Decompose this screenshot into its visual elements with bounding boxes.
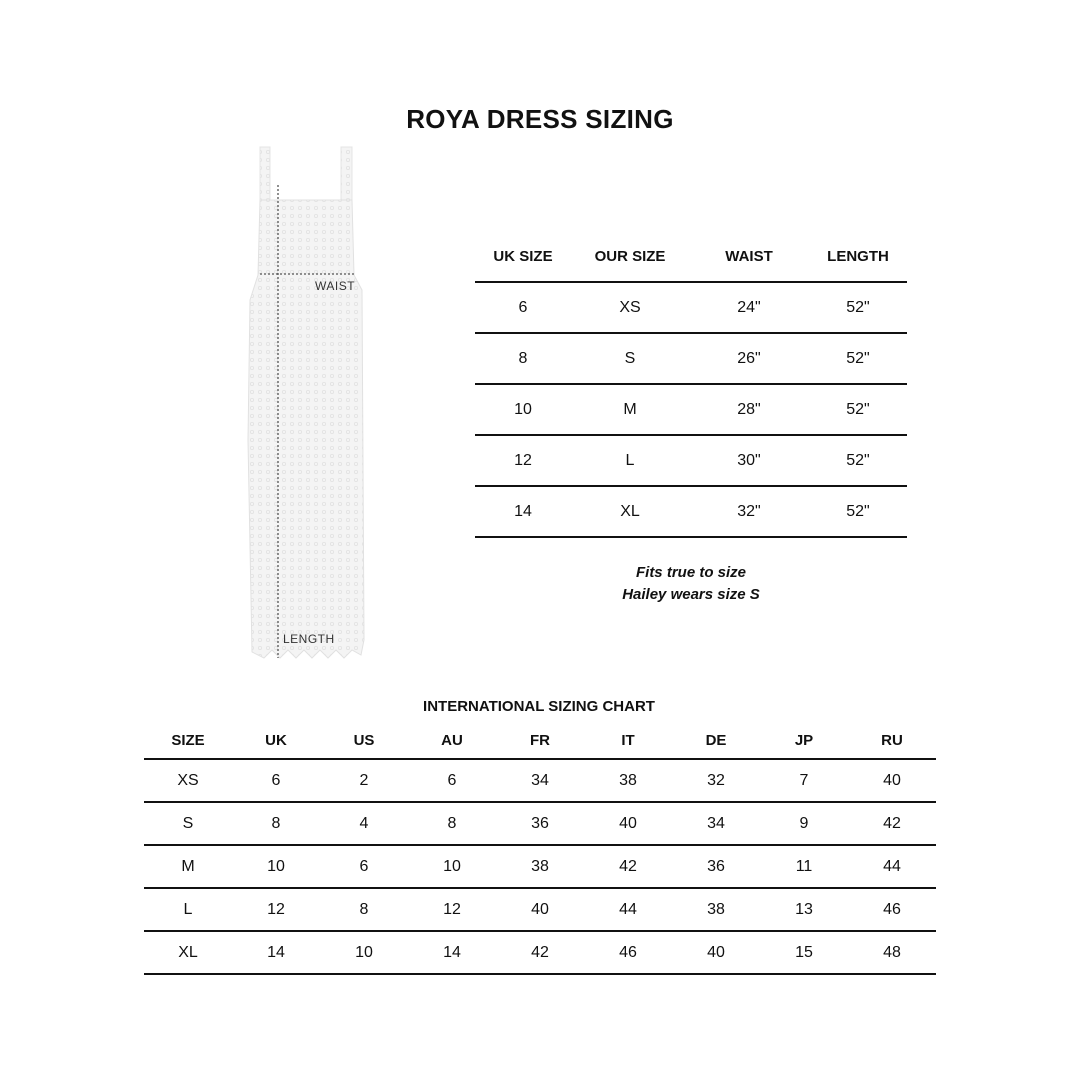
cell-uk-size: 14 xyxy=(475,486,571,537)
cell-uk-size: 8 xyxy=(475,333,571,384)
header-fr: FR xyxy=(496,722,584,759)
table-row xyxy=(144,759,936,802)
cell-fr: 40 xyxy=(496,888,584,931)
fit-note: Fits true to size xyxy=(635,564,747,581)
cell-it: 42 xyxy=(584,845,672,888)
cell-fr: 36 xyxy=(496,802,584,845)
header-ru: RU xyxy=(848,722,936,759)
cell-jp: 11 xyxy=(760,845,848,888)
header-us: US xyxy=(320,722,408,759)
cell-waist: 26" xyxy=(689,333,809,384)
fit-notes xyxy=(560,562,822,606)
cell-size: XL xyxy=(144,931,232,974)
cell-waist: 24" xyxy=(689,282,809,333)
cell-de: 36 xyxy=(672,845,760,888)
cell-size: L xyxy=(144,888,232,931)
cell-our-size: XS xyxy=(571,282,689,333)
cell-ru: 46 xyxy=(848,888,936,931)
cell-size: XS xyxy=(144,759,232,802)
cell-it: 44 xyxy=(584,888,672,931)
table-row xyxy=(144,802,936,845)
size-table-header xyxy=(475,232,907,282)
cell-us: 8 xyxy=(320,888,408,931)
cell-uk-size: 10 xyxy=(475,384,571,435)
cell-au: 12 xyxy=(408,888,496,931)
cell-de: 32 xyxy=(672,759,760,802)
international-header xyxy=(144,722,936,759)
table-row xyxy=(475,435,907,486)
cell-fr: 34 xyxy=(496,759,584,802)
cell-waist: 32" xyxy=(689,486,809,537)
cell-us: 2 xyxy=(320,759,408,802)
cell-it: 38 xyxy=(584,759,672,802)
cell-au: 6 xyxy=(408,759,496,802)
cell-it: 46 xyxy=(584,931,672,974)
cell-ru: 44 xyxy=(848,845,936,888)
header-de: DE xyxy=(672,722,760,759)
table-row xyxy=(475,486,907,537)
cell-uk: 8 xyxy=(232,802,320,845)
cell-au: 14 xyxy=(408,931,496,974)
cell-jp: 9 xyxy=(760,802,848,845)
cell-uk-size: 12 xyxy=(475,435,571,486)
header-size: SIZE xyxy=(144,722,232,759)
cell-jp: 7 xyxy=(760,759,848,802)
cell-size: M xyxy=(144,845,232,888)
cell-ru: 42 xyxy=(848,802,936,845)
international-table xyxy=(144,722,936,975)
cell-length: 52" xyxy=(809,486,907,537)
cell-length: 52" xyxy=(809,435,907,486)
cell-our-size: XL xyxy=(571,486,689,537)
cell-our-size: M xyxy=(571,384,689,435)
cell-length: 52" xyxy=(809,333,907,384)
header-length: LENGTH xyxy=(809,232,907,282)
cell-uk: 10 xyxy=(232,845,320,888)
cell-de: 38 xyxy=(672,888,760,931)
cell-length: 52" xyxy=(809,282,907,333)
cell-fr: 42 xyxy=(496,931,584,974)
table-row xyxy=(144,931,936,974)
cell-de: 40 xyxy=(672,931,760,974)
cell-jp: 15 xyxy=(760,931,848,974)
cell-us: 4 xyxy=(320,802,408,845)
cell-waist: 30" xyxy=(689,435,809,486)
table-row xyxy=(475,333,907,384)
cell-length: 52" xyxy=(809,384,907,435)
header-uk-size: UK SIZE xyxy=(475,232,571,282)
dress-illustration xyxy=(240,140,370,670)
cell-size: S xyxy=(144,802,232,845)
cell-jp: 13 xyxy=(760,888,848,931)
cell-fr: 38 xyxy=(496,845,584,888)
table-row xyxy=(475,282,907,333)
cell-uk: 12 xyxy=(232,888,320,931)
cell-ru: 48 xyxy=(848,931,936,974)
international-chart-title: INTERNATIONAL SIZING CHART xyxy=(423,698,655,715)
header-it: IT xyxy=(584,722,672,759)
cell-au: 10 xyxy=(408,845,496,888)
model-note: Hailey wears size S xyxy=(622,586,760,603)
table-row xyxy=(144,888,936,931)
size-table xyxy=(475,232,907,538)
cell-us: 10 xyxy=(320,931,408,974)
cell-our-size: S xyxy=(571,333,689,384)
header-au: AU xyxy=(408,722,496,759)
cell-waist: 28" xyxy=(689,384,809,435)
header-waist: WAIST xyxy=(689,232,809,282)
header-uk: UK xyxy=(232,722,320,759)
cell-uk: 6 xyxy=(232,759,320,802)
cell-it: 40 xyxy=(584,802,672,845)
table-row xyxy=(144,845,936,888)
cell-de: 34 xyxy=(672,802,760,845)
length-label: LENGTH xyxy=(283,632,335,646)
cell-uk-size: 6 xyxy=(475,282,571,333)
cell-our-size: L xyxy=(571,435,689,486)
dress-image xyxy=(240,140,370,670)
header-jp: JP xyxy=(760,722,848,759)
table-row xyxy=(475,384,907,435)
waist-label: WAIST xyxy=(315,279,356,293)
page-title: ROYA DRESS SIZING xyxy=(406,104,674,134)
cell-us: 6 xyxy=(320,845,408,888)
cell-ru: 40 xyxy=(848,759,936,802)
cell-uk: 14 xyxy=(232,931,320,974)
header-our-size: OUR SIZE xyxy=(571,232,689,282)
cell-au: 8 xyxy=(408,802,496,845)
